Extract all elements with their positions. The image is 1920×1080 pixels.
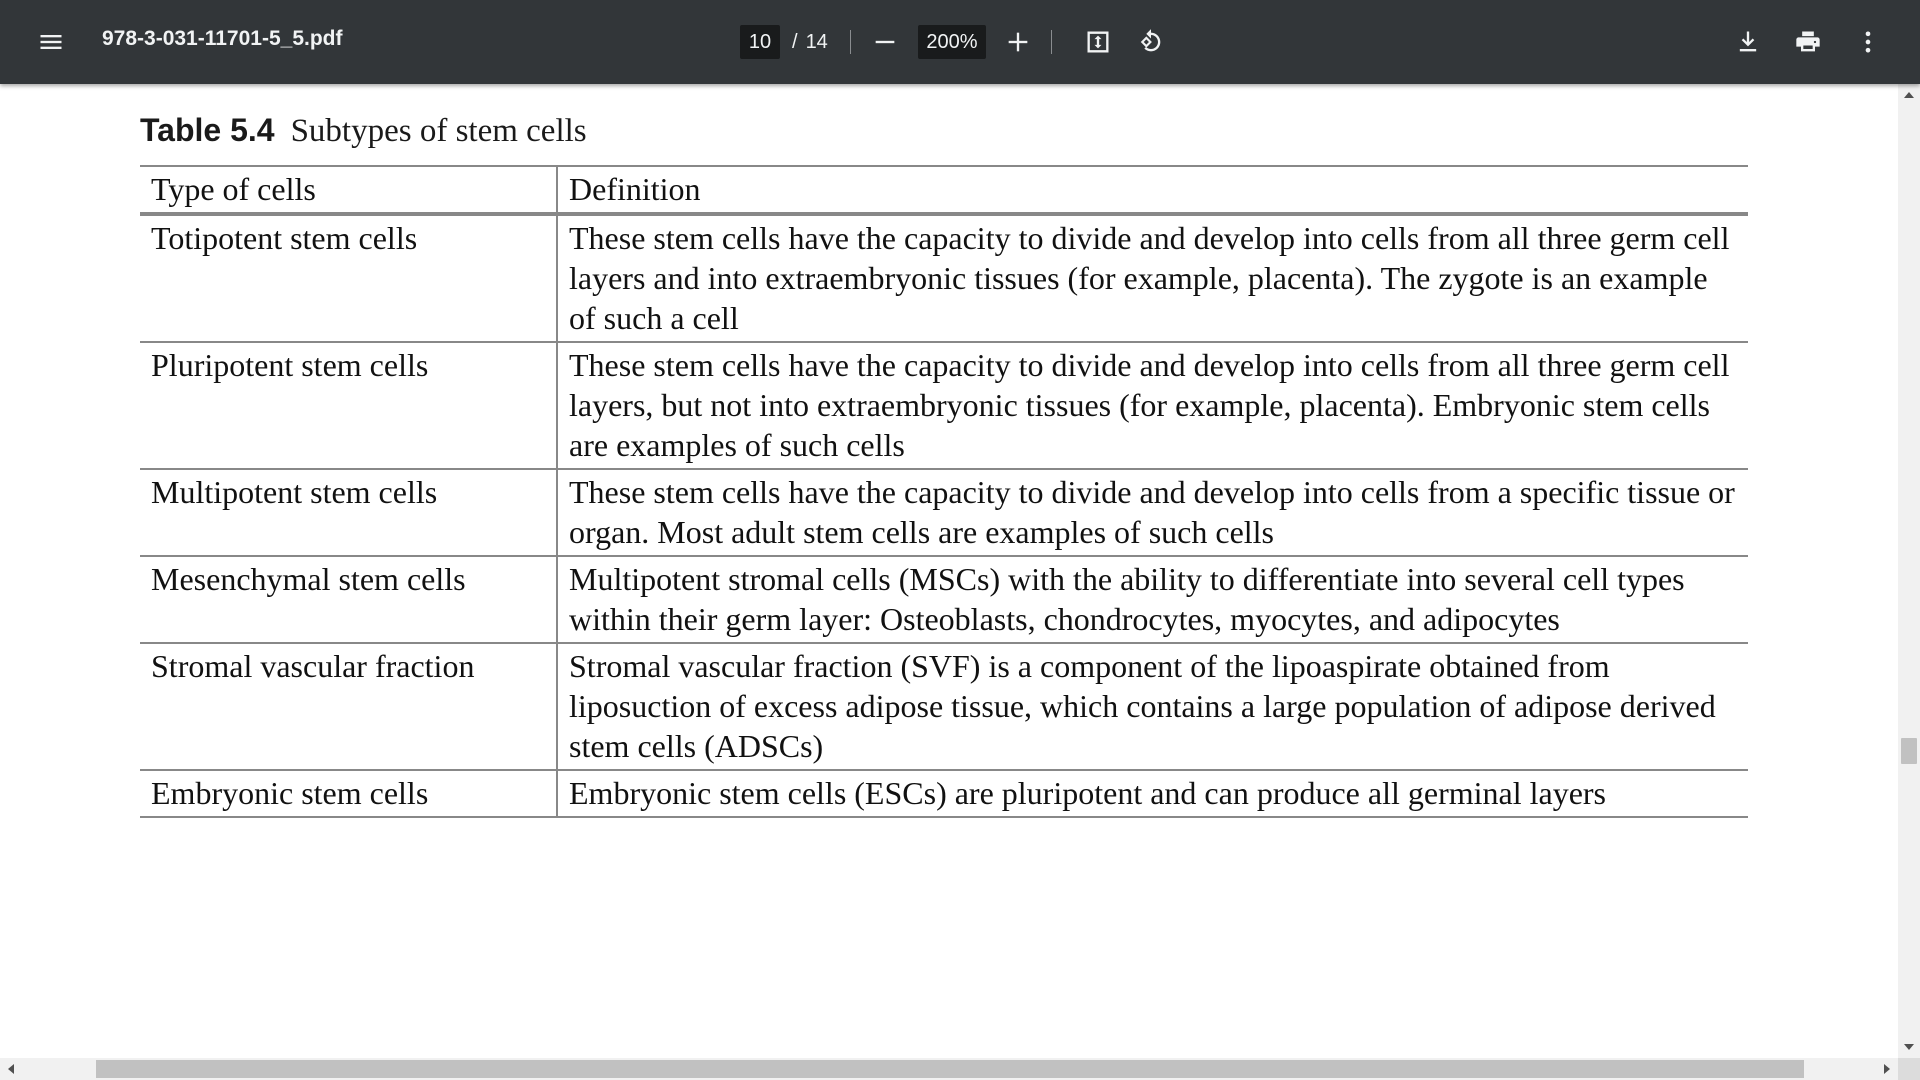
table-row (140, 214, 1748, 342)
cell-definition: Stromal vascular fraction (SVF) is a component of the lipoaspirate obtained from liposuction of excess adipose tissue, which contains a large population of adipose derived stem cells (ADSCs) (557, 643, 1748, 770)
table-row (140, 770, 1748, 817)
total-pages: 14 (805, 30, 828, 53)
column-header-definition: Definition (557, 166, 1748, 214)
table-row (140, 556, 1748, 643)
cell-definition: These stem cells have the capacity to divide and develop into cells from a specific tissue or organ. Most adult stem cells are examples of such cells (557, 469, 1748, 556)
cell-definition: Multipotent stromal cells (MSCs) with the ability to differentiate into several cell types within their germ layer: Osteoblasts, chondrocytes, myocytes, and adipocytes (557, 556, 1748, 643)
horizontal-scroll-thumb[interactable] (96, 1060, 1804, 1078)
cell-definition: Embryonic stem cells (ESCs) are pluripotent and can produce all germinal layers (557, 770, 1748, 817)
page-navigation (740, 24, 828, 60)
table-row (140, 643, 1748, 770)
file-name: 978-3-031-11701-5_5.pdf (102, 27, 343, 50)
scroll-left-arrow-icon[interactable] (8, 1064, 14, 1074)
column-header-type: Type of cells (140, 166, 557, 214)
table-caption (140, 112, 587, 150)
cell-definition: These stem cells have the capacity to divide and develop into cells from all three germ cell layers, but not into extraembryonic tissues (for example, placenta). Embryonic stem cells are examples of such cells (557, 342, 1748, 469)
cell-type: Totipotent stem cells (140, 214, 557, 342)
cell-type: Embryonic stem cells (140, 770, 557, 817)
cell-type: Multipotent stem cells (140, 469, 557, 556)
pdf-page-view (0, 84, 1898, 1058)
scroll-up-arrow-icon[interactable] (1904, 92, 1914, 98)
hamburger-menu-icon[interactable] (31, 22, 71, 62)
vertical-scroll-thumb[interactable] (1901, 738, 1917, 764)
table-row (140, 469, 1748, 556)
scroll-right-arrow-icon[interactable] (1884, 1064, 1890, 1074)
plus-icon[interactable] (998, 22, 1038, 62)
more-vertical-icon[interactable] (1848, 22, 1888, 62)
cell-type: Stromal vascular fraction (140, 643, 557, 770)
vertical-scrollbar[interactable] (1898, 84, 1920, 1058)
scrollbar-corner (1898, 1058, 1920, 1080)
toolbar-divider (850, 30, 851, 54)
zoom-level-input[interactable] (918, 25, 986, 59)
pdf-toolbar (0, 0, 1920, 84)
scroll-down-arrow-icon[interactable] (1904, 1044, 1914, 1050)
fit-to-page-icon[interactable] (1078, 22, 1118, 62)
download-icon[interactable] (1728, 22, 1768, 62)
current-page-input[interactable] (740, 25, 780, 59)
horizontal-scrollbar[interactable] (0, 1058, 1898, 1080)
page-separator: / (792, 30, 798, 53)
table-row (140, 342, 1748, 469)
stem-cell-table (140, 165, 1748, 818)
toolbar-divider (1051, 30, 1052, 54)
cell-definition: These stem cells have the capacity to divide and develop into cells from all three germ cell layers and into extraembryonic tissues (for example, placenta). The zygote is an example of such a cell (557, 214, 1748, 342)
cell-type: Mesenchymal stem cells (140, 556, 557, 643)
rotate-counterclockwise-icon[interactable] (1131, 22, 1171, 62)
minus-icon[interactable] (865, 22, 905, 62)
print-icon[interactable] (1788, 22, 1828, 62)
table-number: Table 5.4 (140, 112, 275, 148)
table-title: Subtypes of stem cells (290, 113, 587, 149)
table-header-row (140, 166, 1748, 214)
cell-type: Pluripotent stem cells (140, 342, 557, 469)
